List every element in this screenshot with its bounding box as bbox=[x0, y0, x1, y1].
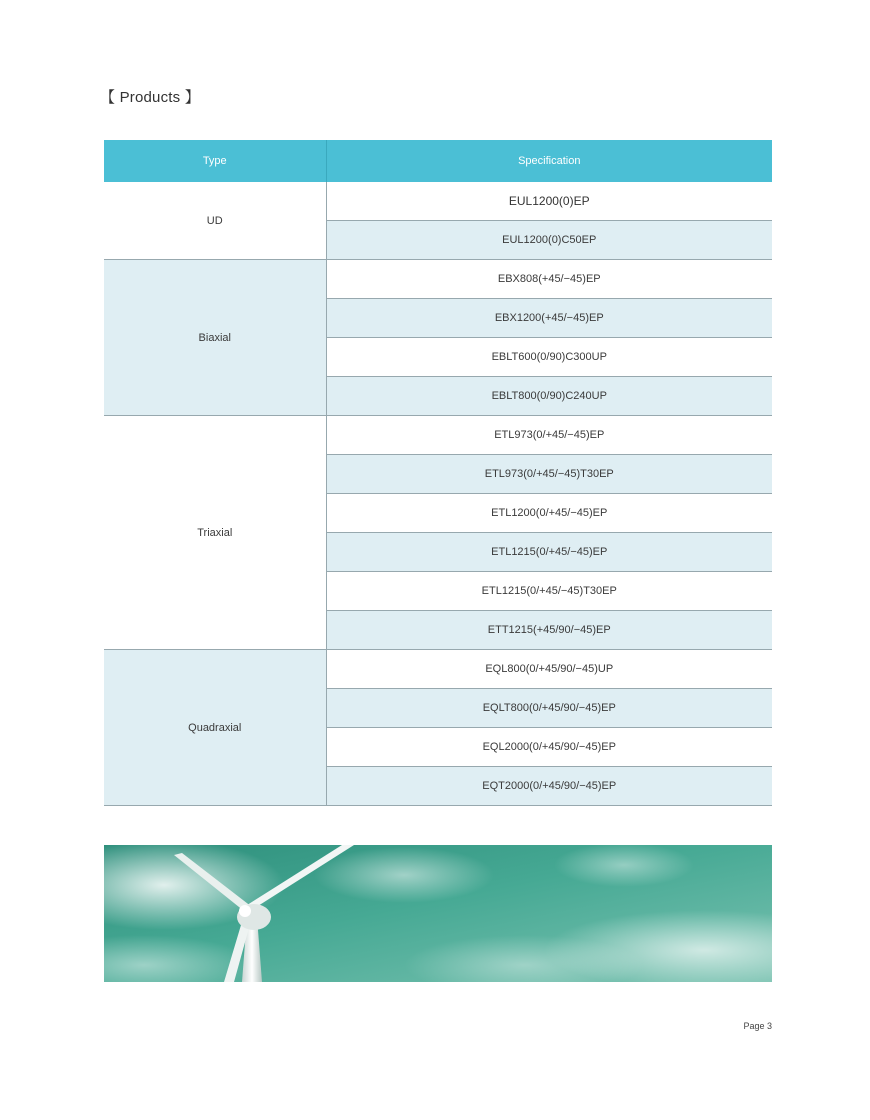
spec-cell: EBX1200(+45/−45)EP bbox=[326, 299, 772, 338]
spec-cell: EBLT800(0/90)C240UP bbox=[326, 377, 772, 416]
table-row bbox=[104, 182, 772, 221]
type-cell-triaxial: Triaxial bbox=[104, 416, 326, 650]
spec-cell: ETL1215(0/+45/−45)EP bbox=[326, 533, 772, 572]
spec-cell: EBX808(+45/−45)EP bbox=[326, 260, 772, 299]
spec-cell: ETL973(0/+45/−45)T30EP bbox=[326, 455, 772, 494]
section-title: 【 Products 】 bbox=[100, 89, 200, 106]
page-number: Page 3 bbox=[743, 1021, 772, 1031]
type-cell-ud: UD bbox=[104, 182, 326, 260]
products-table bbox=[104, 140, 772, 806]
spec-cell: EUL1200(0)EP bbox=[326, 182, 772, 221]
wind-turbine-icon bbox=[104, 845, 772, 982]
table-header-row bbox=[104, 140, 772, 182]
table-row bbox=[104, 260, 772, 299]
type-cell-biaxial: Biaxial bbox=[104, 260, 326, 416]
table-row bbox=[104, 650, 772, 689]
header-type: Type bbox=[104, 140, 326, 182]
spec-cell: EUL1200(0)C50EP bbox=[326, 221, 772, 260]
type-cell-quadraxial: Quadraxial bbox=[104, 650, 326, 806]
spec-cell: ETL1200(0/+45/−45)EP bbox=[326, 494, 772, 533]
wind-turbine-banner bbox=[104, 845, 772, 982]
spec-cell: EQT2000(0/+45/90/−45)EP bbox=[326, 767, 772, 806]
spec-cell: ETL1215(0/+45/−45)T30EP bbox=[326, 572, 772, 611]
spec-cell: ETL973(0/+45/−45)EP bbox=[326, 416, 772, 455]
spec-cell: EBLT600(0/90)C300UP bbox=[326, 338, 772, 377]
spec-cell: EQL2000(0/+45/90/−45)EP bbox=[326, 728, 772, 767]
table-row bbox=[104, 416, 772, 455]
spec-cell: EQLT800(0/+45/90/−45)EP bbox=[326, 689, 772, 728]
spec-cell: EQL800(0/+45/90/−45)UP bbox=[326, 650, 772, 689]
header-specification: Specification bbox=[326, 140, 772, 182]
spec-cell: ETT1215(+45/90/−45)EP bbox=[326, 611, 772, 650]
